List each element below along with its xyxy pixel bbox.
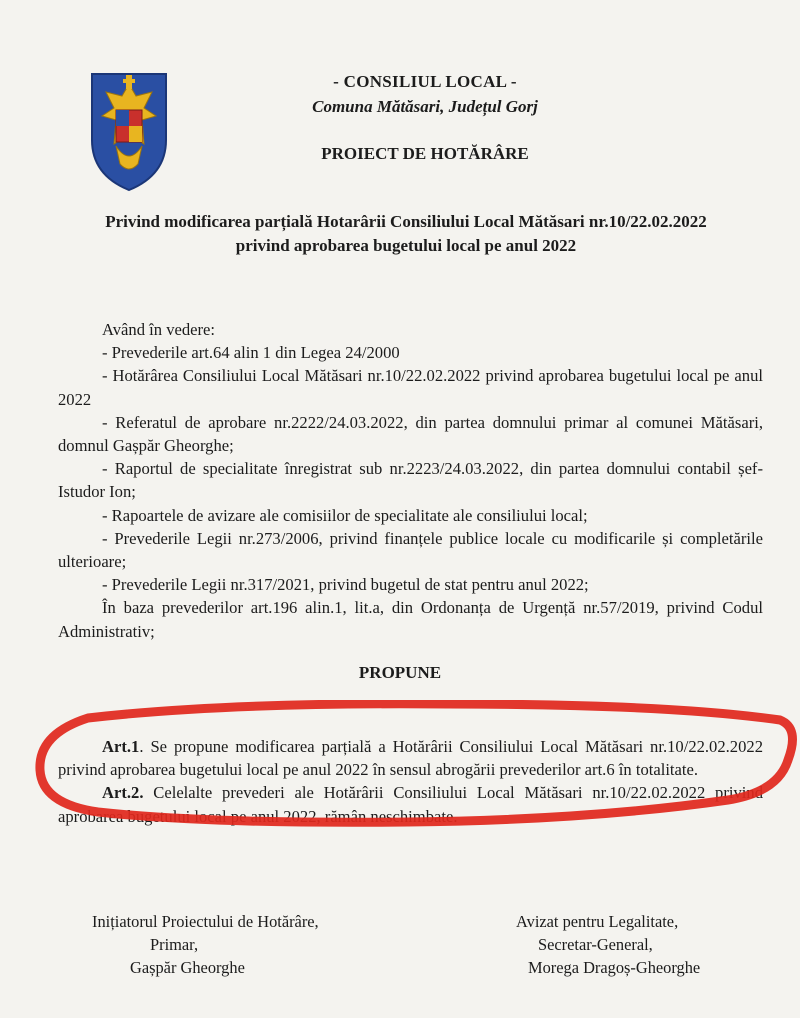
romanian-coat-of-arms-icon [86,70,172,192]
legality-title: Secretar-General, [538,935,653,954]
council-title: - CONSILIUL LOCAL - [333,72,517,91]
commune-subtitle: Comuna Mătăsari, Județul Gorj [312,97,538,116]
initiator-signature-block [92,910,392,979]
considerations-intro: Având în vedere: [102,320,216,339]
consideration-item: - Prevederile art.64 alin 1 din Legea 24/2000 [102,343,400,363]
legality-signature-block [510,910,770,979]
legality-role: Avizat pentru Legalitate, [516,912,679,931]
initiator-title: Primar, [150,935,199,954]
legality-name: Morega Dragoș-Gheorghe [528,958,701,977]
article-2-text: Celelalte prevederi ale Hotărârii Consiliului Local Mătăsari nr.10/22.02.2022 privind aprobarea bugetului local pe anul 2022, rămân neschimbate. [58,783,763,826]
legal-basis: În baza prevederilor art.196 alin.1, lit.a, din Ordonanța de Urgență nr.57/2019, privind Codul Administrativ; [58,598,763,641]
subject-line-2: privind aprobarea bugetului local pe anul 2022 [235,236,577,255]
article-1-text: . Se propune modificarea parțială a Hotărârii Consiliului Local Mătăsari nr.10/22.02.2022 privind aprobarea bugetului local pe anul 2022 în sensul abrogării prevederilor art.6 în totalitate. [58,737,763,780]
consideration-item: - Prevederile Legii nr.317/2021, privind bugetul de stat pentru anul 2022; [102,575,589,595]
propose-heading: PROPUNE [358,663,442,682]
considerations-section [58,318,763,643]
red-highlight-circle [28,700,798,840]
document-subject [56,210,756,258]
consideration-item: - Rapoartele de avizare ale comisiilor de specialitate ale consiliului local; [102,505,588,525]
document-type-title: PROIECT DE HOTĂRÂRE [321,144,529,163]
consideration-item: - Prevederile Legii nr.273/2006, privind finanțele publice locale cu modificarile și completările ulterioare; [58,528,763,572]
article-2-label: Art.2. [102,783,144,803]
consideration-item: - Hotărârea Consiliului Local Mătăsari nr.10/22.02.2022 privind aprobarea bugetului local pe anul 2022 [58,366,763,409]
document-header [240,72,610,164]
subject-line-1: Privind modificarea parțială Hotarârii Consiliului Local Mătăsari nr.10/22.02.2022 [105,212,707,231]
article-1-label: Art.1 [102,737,140,756]
initiator-name: Gașpăr Gheorghe [130,958,245,977]
consideration-item: - Referatul de aprobare nr.2222/24.03.2022, din partea domnului primar al comunei Mătăsari, domnul Gașpăr Gheorghe; [58,412,763,456]
consideration-item: - Raportul de specialitate înregistrat sub nr.2223/24.03.2022, din partea domnului contabil șef-Istudor Ion; [58,459,763,502]
initiator-role: Inițiatorul Proiectului de Hotărâre, [92,912,319,931]
